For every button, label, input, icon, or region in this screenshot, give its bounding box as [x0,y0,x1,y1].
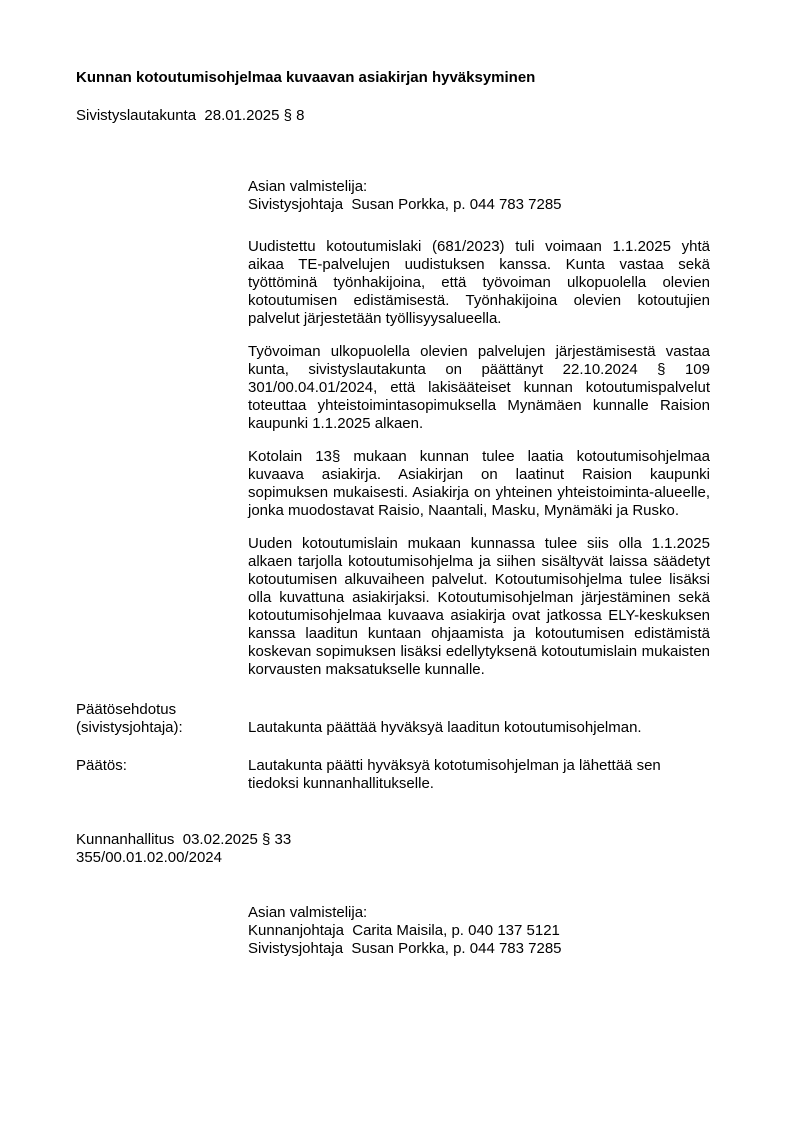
preparer-person-1: Kunnanjohtaja Carita Maisila, p. 040 137 5121 [248,922,560,939]
decision-proposal-label-line1: Päätösehdotus [76,701,177,718]
section2-header-kunnanhallitus: Kunnanhallitus 03.02.2025 § 33 [76,831,292,848]
decision-proposal-label-line2: (sivistysjohtaja): [76,719,183,736]
section2-preparer-block [248,904,710,958]
decision-proposal-text: Lautakunta päättää hyväksyä laaditun kotoutumisohjelman. [248,719,642,736]
section1-header-sivistyslautakunta: Sivistyslautakunta 28.01.2025 § 8 [76,107,305,124]
preparer-label: Asian valmistelija: [248,178,368,195]
preparer-person: Sivistysjohtaja Susan Porkka, p. 044 783 7285 [248,196,562,213]
section1-preparer-block [248,178,710,214]
document-title: Kunnan kotoutumisohjelmaa kuvaavan asiakirjan hyväksyminen [76,69,536,86]
section2-body [248,904,710,958]
body-paragraph-4: Uuden kotoutumislain mukaan kunnassa tulee siis olla 1.1.2025 alkaen tarjolla kotoutumisohjelma ja siihen sisältyvät laissa säädetyt kotoutumisen alkuvaiheen palvelut. Kotoutumisohjelma tulee lisäksi olla kuvattuna asiakirjaksi. Kotoutumisohjelman järjestäminen sekä kotoutumisohjelmaa kuvaava asiakirja ovat jatkossa ELY-keskuksen kanssa laaditun kuntaan ohjaamista ja kotoutumisen edistämistä koskevan sopimuksen lisäksi edellytyksenä kotoutumislain mukaisten korvausten maksatukselle kunnalle. [248,535,710,678]
decision-row [76,757,724,793]
decision-label: Päätös: [76,757,127,774]
section2-case-number: 355/00.01.02.00/2024 [76,849,222,866]
section1-body [248,178,710,679]
preparer-label: Asian valmistelija: [248,904,368,921]
decision-proposal-row [76,719,724,737]
body-paragraph-3: Kotolain 13§ mukaan kunnan tulee laatia kotoutumisohjelmaa kuvaava asiakirja. Asiakirjan on laatinut Raision kaupunki sopimuksen mukaisesti. Asiakirja on yhteinen yhteistoiminta-alueelle, jonka muodostavat Raisio, Naantali, Masku, Mynämäki ja Rusko. [248,448,710,519]
body-paragraph-2: Työvoiman ulkopuolella olevien palvelujen järjestämisestä vastaa kunta, sivistyslautakunta on päättänyt 22.10.2024 § 109 301/00.04.01/2024, että lakisääteiset kunnan kotoutumispalvelut toteuttaa yhteistoimintasopimuksella Mynämäen kunnalle Raision kaupunki 1.1.2025 alkaen. [248,343,710,432]
decision-text: Lautakunta päätti hyväksyä kototumisohjelman ja lähettää sen tiedoksi kunnanhallitukselle. [248,757,661,792]
body-paragraph-1: Uudistettu kotoutumislaki (681/2023) tuli voimaan 1.1.2025 yhtä aikaa TE-palvelujen uudistuksen kanssa. Kunta vastaa sekä työttöminä työnhakijoina, että työvoiman ulkopuolella olevien kotoutumisen edistämisestä. Työnhakijoina olevien kotoutujien palvelut järjestetään työllisyysalueella. [248,238,710,327]
preparer-person-2: Sivistysjohtaja Susan Porkka, p. 044 783 7285 [248,940,562,957]
